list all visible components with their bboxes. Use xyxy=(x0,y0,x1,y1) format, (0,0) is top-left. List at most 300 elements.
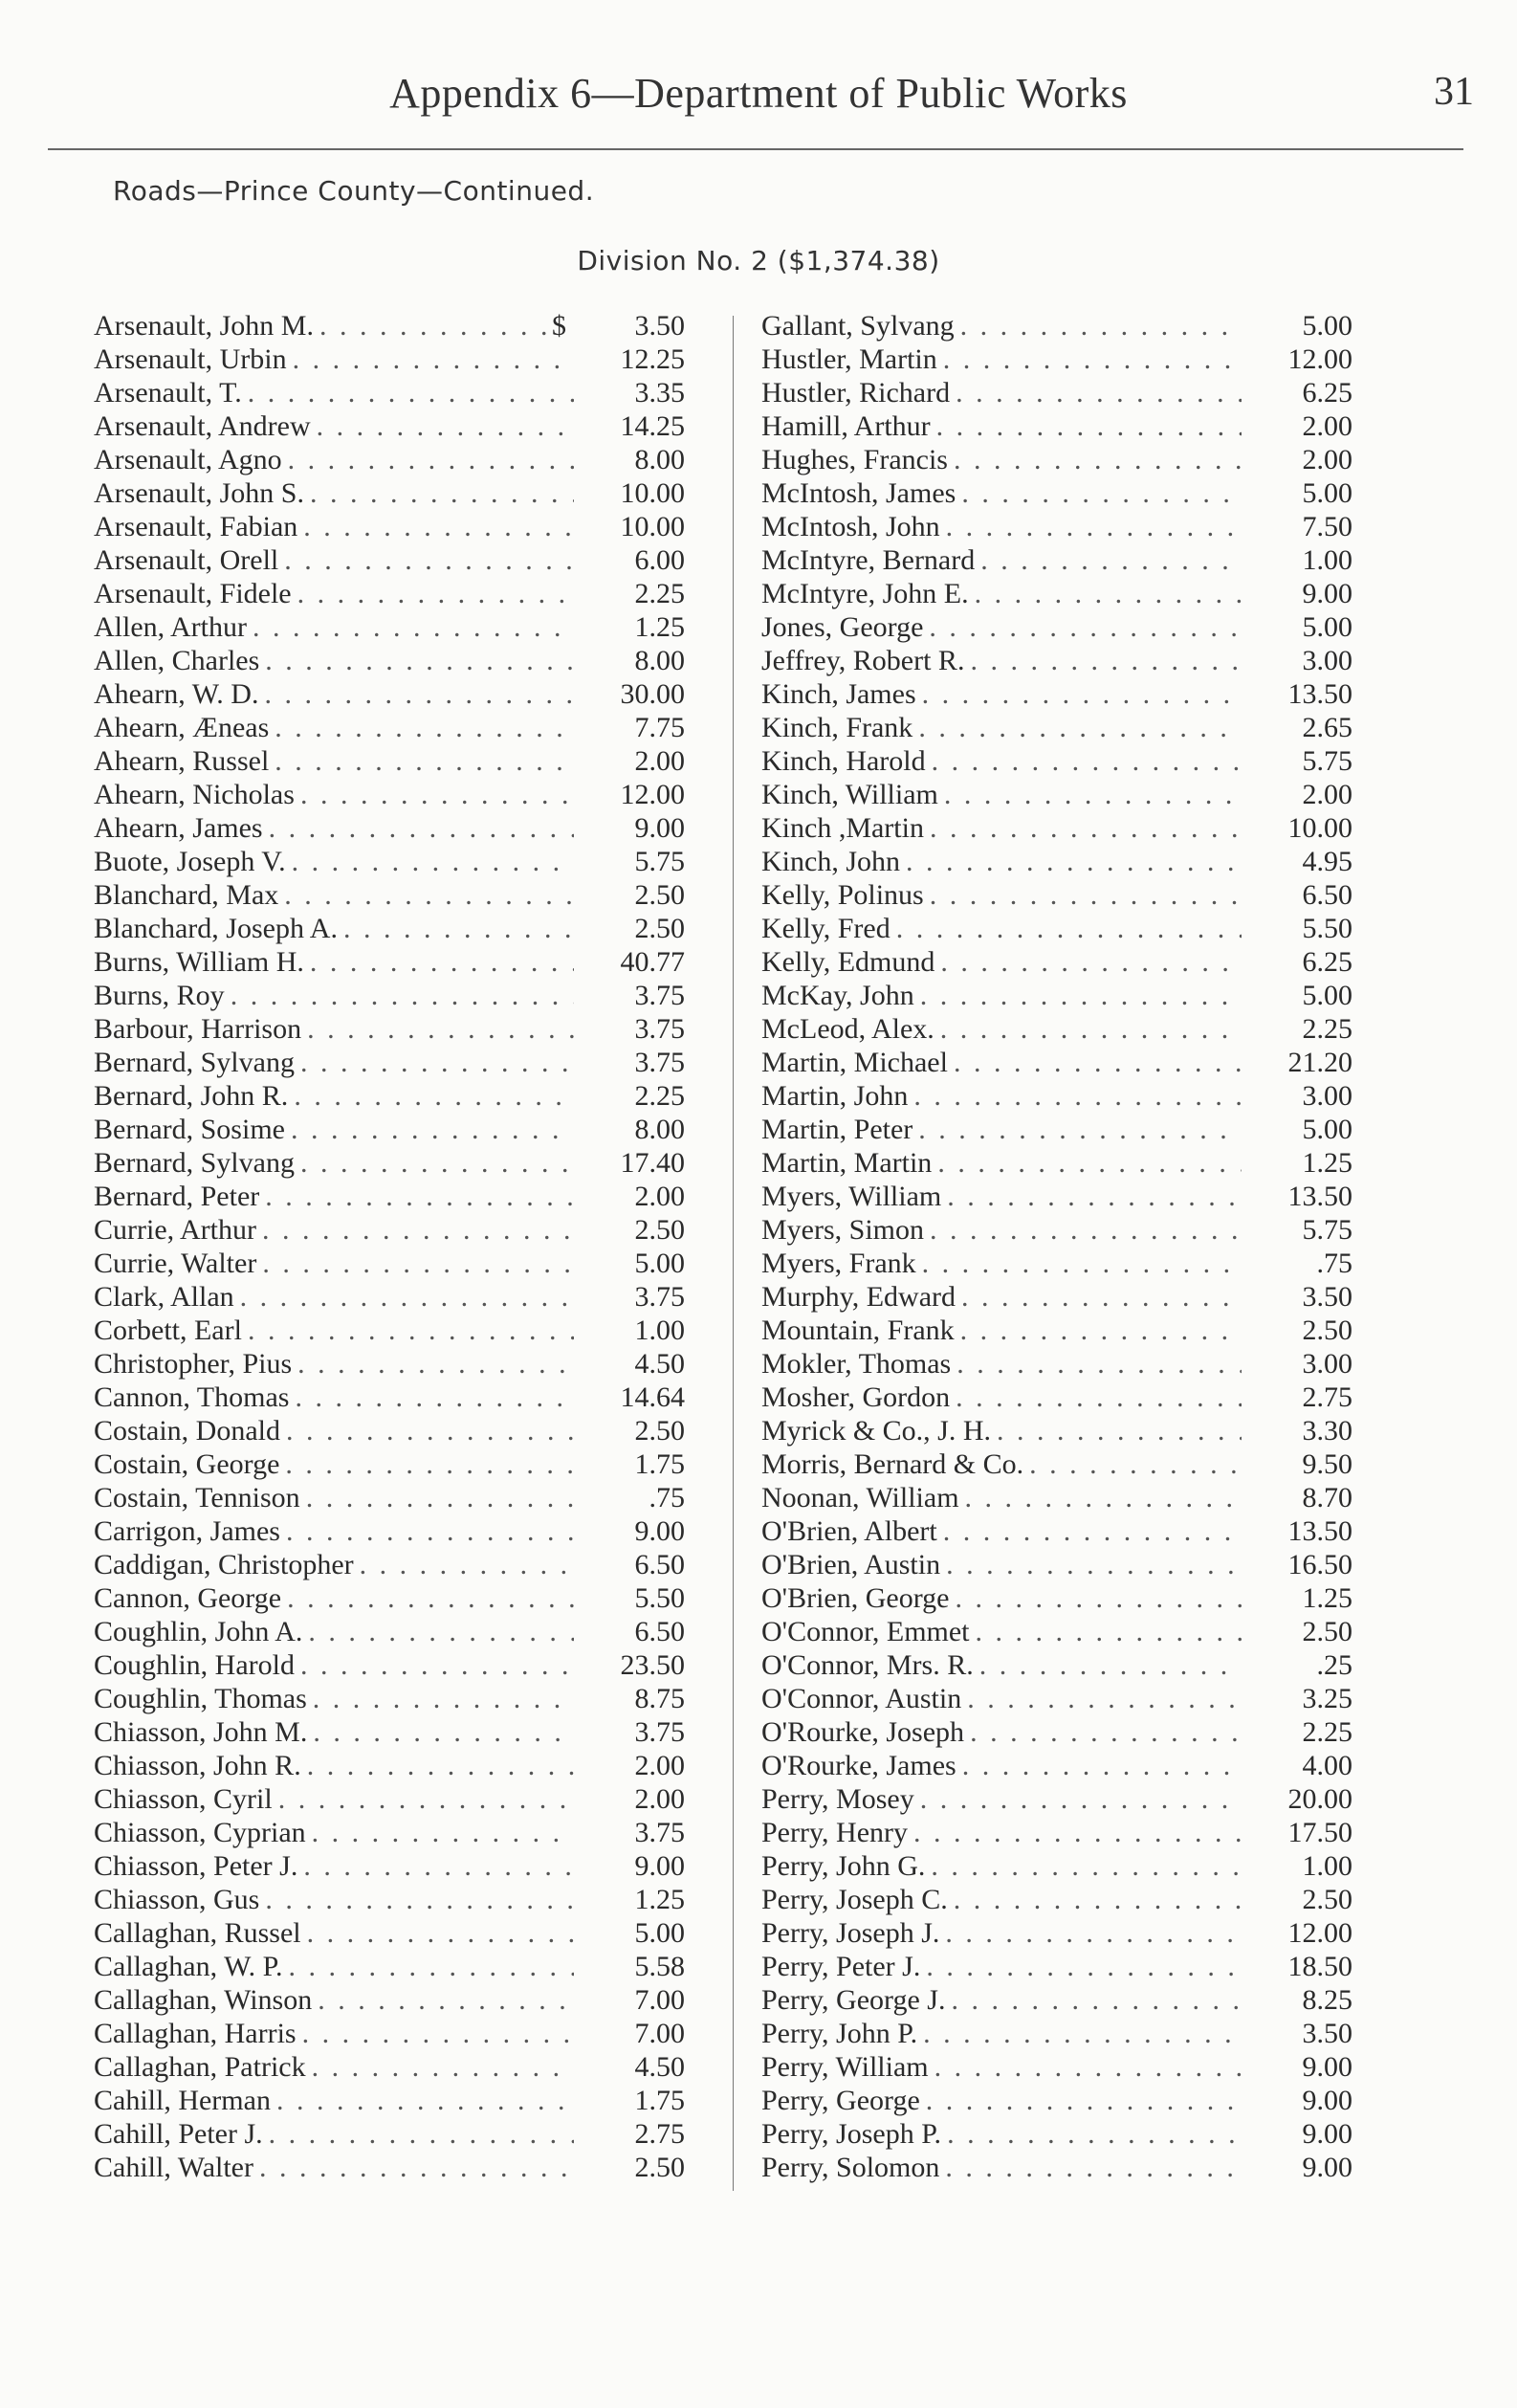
payee-name: O'Rourke, James xyxy=(761,1750,956,1781)
payee-name: O'Brien, George xyxy=(761,1582,950,1614)
payee-name: Hustler, Martin xyxy=(761,343,937,375)
list-item xyxy=(761,1447,1352,1481)
list-item xyxy=(94,711,685,744)
leader-dots xyxy=(286,1414,574,1447)
payment-amount: 40.77 xyxy=(620,946,685,978)
payee-name: Callaghan, W. P. xyxy=(94,1951,283,1982)
leader-dots xyxy=(960,309,1242,342)
payment-amount: 9.00 xyxy=(1302,2051,1352,2083)
payee-name: Chiasson, John R. xyxy=(94,1750,301,1781)
payee-name: Arsenault, Orell xyxy=(94,544,279,576)
payment-amount: 3.75 xyxy=(634,1817,685,1848)
leader-dots xyxy=(956,1347,1242,1381)
leader-dots xyxy=(926,1950,1242,1983)
payment-amount: 3.30 xyxy=(1302,1415,1352,1447)
payee-name: McIntosh, James xyxy=(761,477,956,509)
list-item xyxy=(94,342,685,376)
leader-dots xyxy=(945,2151,1242,2184)
list-item xyxy=(94,1180,685,1213)
leader-dots xyxy=(278,1782,574,1816)
payment-amount: 5.00 xyxy=(634,1248,685,1279)
payment-amount: 2.00 xyxy=(1302,779,1352,810)
list-item xyxy=(761,1983,1352,2017)
payment-amount: 12.00 xyxy=(1287,1917,1352,1949)
list-item xyxy=(761,912,1352,945)
payment-amount: 1.25 xyxy=(1302,1582,1352,1614)
leader-dots xyxy=(264,677,574,711)
payment-amount: 5.00 xyxy=(634,1917,685,1949)
list-item xyxy=(94,1950,685,1983)
payment-amount: 5.00 xyxy=(1302,1114,1352,1145)
payee-name: McIntyre, John E. xyxy=(761,578,969,609)
payee-name: Noonan, William xyxy=(761,1482,959,1513)
list-item xyxy=(94,543,685,577)
list-item xyxy=(94,610,685,644)
list-item xyxy=(761,1280,1352,1314)
payment-amount: 2.50 xyxy=(1302,1314,1352,1346)
leader-dots xyxy=(259,2151,574,2184)
payment-amount: 4.95 xyxy=(1302,846,1352,877)
payee-name: Blanchard, Max xyxy=(94,879,279,911)
payment-amount: 3.25 xyxy=(1302,1683,1352,1714)
payee-name: Mountain, Frank xyxy=(761,1314,955,1346)
payee-name: Currie, Walter xyxy=(94,1248,257,1279)
payment-amount: 6.25 xyxy=(1302,946,1352,978)
list-item xyxy=(94,778,685,811)
leader-dots xyxy=(951,1983,1242,2017)
list-item xyxy=(761,677,1352,711)
leader-dots xyxy=(922,677,1242,711)
leader-dots xyxy=(302,2017,574,2050)
page-header xyxy=(0,69,1517,136)
leader-dots xyxy=(307,1749,574,1782)
leader-dots xyxy=(288,443,574,476)
list-item xyxy=(761,1682,1352,1715)
list-item xyxy=(761,1347,1352,1381)
list-item xyxy=(94,2017,685,2050)
leader-dots xyxy=(940,1012,1242,1046)
payee-name: Arsenault, Fabian xyxy=(94,511,298,542)
list-item xyxy=(761,878,1352,912)
list-item xyxy=(761,1581,1352,1615)
payee-name: Corbett, Earl xyxy=(94,1314,242,1346)
payee-name: Barbour, Harrison xyxy=(94,1013,302,1045)
payment-amount: 17.40 xyxy=(620,1147,685,1179)
list-item xyxy=(94,644,685,677)
list-item xyxy=(761,1180,1352,1213)
payment-amount: 3.50 xyxy=(634,310,685,342)
payee-name: Bernard, Sosime xyxy=(94,1114,285,1145)
list-item xyxy=(94,1314,685,1347)
leader-dots xyxy=(300,778,574,811)
payee-name: Callaghan, Harris xyxy=(94,2018,297,2049)
list-item xyxy=(94,1648,685,1682)
list-item xyxy=(94,2084,685,2117)
payee-name: Caddigan, Christopher xyxy=(94,1549,354,1580)
payment-amount: 8.25 xyxy=(1302,1984,1352,2016)
currency-symbol: $ xyxy=(552,310,566,342)
leader-dots xyxy=(961,476,1242,510)
leader-dots xyxy=(294,1079,574,1113)
leader-dots xyxy=(965,1481,1242,1514)
page-title: Appendix 6—Department of Public Works xyxy=(389,70,1128,117)
list-item xyxy=(94,811,685,845)
list-item xyxy=(761,476,1352,510)
list-item xyxy=(761,1715,1352,1749)
payee-name: Gallant, Sylvang xyxy=(761,310,955,342)
payee-name: Murphy, Edward xyxy=(761,1281,956,1313)
payment-amount: 5.00 xyxy=(1302,611,1352,643)
payment-amount: 7.50 xyxy=(1302,511,1352,542)
payee-name: O'Rourke, Joseph xyxy=(761,1716,965,1748)
leader-dots xyxy=(317,409,574,443)
payment-amount: 2.50 xyxy=(634,1415,685,1447)
list-item xyxy=(94,1414,685,1447)
list-item xyxy=(761,376,1352,409)
payment-amount: 16.50 xyxy=(1287,1549,1352,1580)
payment-amount: 9.00 xyxy=(1302,2152,1352,2183)
payment-amount: 6.50 xyxy=(1302,879,1352,911)
payee-name: Perry, George xyxy=(761,2085,920,2116)
leader-dots xyxy=(300,1648,574,1682)
list-item xyxy=(761,2151,1352,2184)
leader-dots xyxy=(932,744,1242,778)
payment-amount: 9.00 xyxy=(634,1850,685,1882)
payment-amount: 8.75 xyxy=(634,1683,685,1714)
payee-name: Perry, Peter J. xyxy=(761,1951,921,1982)
payee-name: Martin, Peter xyxy=(761,1114,913,1145)
leader-dots xyxy=(918,1113,1242,1146)
list-item xyxy=(94,1146,685,1180)
leader-dots xyxy=(300,1046,574,1079)
list-item xyxy=(761,510,1352,543)
payment-amount: 2.00 xyxy=(634,745,685,777)
list-item xyxy=(761,811,1352,845)
leader-dots xyxy=(276,2084,574,2117)
list-item xyxy=(761,1213,1352,1247)
list-item xyxy=(94,1280,685,1314)
leader-dots xyxy=(312,2050,574,2084)
list-item xyxy=(761,945,1352,979)
leader-dots xyxy=(930,811,1242,845)
payee-name: Costain, George xyxy=(94,1448,280,1480)
leader-dots xyxy=(265,644,574,677)
payee-name: Perry, Solomon xyxy=(761,2152,940,2183)
payee-name: Chiasson, Gus xyxy=(94,1884,260,1915)
payment-amount: 5.00 xyxy=(1302,477,1352,509)
payment-amount: 2.50 xyxy=(1302,1616,1352,1647)
payee-name: Perry, William xyxy=(761,2051,929,2083)
payment-amount: 7.00 xyxy=(634,1984,685,2016)
list-item xyxy=(761,1816,1352,1849)
payee-name: Bernard, John R. xyxy=(94,1080,289,1112)
leader-dots xyxy=(297,1347,574,1381)
list-item xyxy=(761,1113,1352,1146)
payment-amount: 4.00 xyxy=(1302,1750,1352,1781)
payment-amount: 2.25 xyxy=(1302,1716,1352,1748)
leader-dots xyxy=(954,1883,1242,1916)
payment-amount: 17.50 xyxy=(1287,1817,1352,1848)
leader-dots xyxy=(918,711,1242,744)
list-item xyxy=(94,1883,685,1916)
leader-dots xyxy=(295,1381,574,1414)
list-item xyxy=(94,845,685,878)
leader-dots xyxy=(976,1615,1242,1648)
payee-name: Perry, Joseph C. xyxy=(761,1884,948,1915)
payee-name: Bernard, Sylvang xyxy=(94,1147,295,1179)
leader-dots xyxy=(275,744,574,778)
leader-dots xyxy=(937,1146,1242,1180)
leader-dots xyxy=(284,543,574,577)
leader-dots xyxy=(956,376,1242,409)
payment-amount: .75 xyxy=(1316,1248,1352,1279)
payment-amount: 12.00 xyxy=(1287,343,1352,375)
list-item xyxy=(761,2117,1352,2151)
right-column xyxy=(761,309,1352,2184)
payee-name: Perry, John G. xyxy=(761,1850,926,1882)
payment-amount: 2.50 xyxy=(634,1214,685,1246)
leader-dots xyxy=(248,1314,574,1347)
payment-amount: 3.75 xyxy=(634,1281,685,1313)
payment-amount: 3.00 xyxy=(1302,645,1352,676)
payee-name: Myrick & Co., J. H. xyxy=(761,1415,991,1447)
division-heading: Division No. 2 ($1,374.38) xyxy=(577,245,940,276)
leader-dots xyxy=(285,1447,574,1481)
payment-amount: 13.50 xyxy=(1287,1181,1352,1212)
list-item xyxy=(94,1682,685,1715)
payment-amount: 2.50 xyxy=(634,879,685,911)
payee-name: O'Brien, Albert xyxy=(761,1515,937,1547)
leader-dots xyxy=(929,610,1242,644)
list-item xyxy=(94,979,685,1012)
list-item xyxy=(761,1615,1352,1648)
list-item xyxy=(761,2017,1352,2050)
payment-amount: 2.50 xyxy=(1302,1884,1352,1915)
leader-dots xyxy=(979,1648,1242,1682)
payment-amount: 9.00 xyxy=(1302,2085,1352,2116)
payment-amount: 3.50 xyxy=(1302,2018,1352,2049)
payment-amount: 1.25 xyxy=(634,1884,685,1915)
payment-amount: .25 xyxy=(1316,1649,1352,1681)
payment-amount: 20.00 xyxy=(1287,1783,1352,1815)
payee-name: Mosher, Gordon xyxy=(761,1381,951,1413)
list-item xyxy=(761,1514,1352,1548)
payee-name: Callaghan, Winson xyxy=(94,1984,313,2016)
payee-name: O'Connor, Mrs. R. xyxy=(761,1649,974,1681)
leader-dots xyxy=(303,1849,574,1883)
payment-amount: 10.00 xyxy=(620,511,685,542)
list-item xyxy=(94,2117,685,2151)
payee-name: Arsenault, Andrew xyxy=(94,410,311,442)
leader-dots xyxy=(975,577,1242,610)
list-item xyxy=(761,443,1352,476)
payment-amount: 2.00 xyxy=(634,1181,685,1212)
list-item xyxy=(761,1548,1352,1581)
leader-dots xyxy=(962,1749,1242,1782)
list-item xyxy=(761,610,1352,644)
leader-dots xyxy=(946,1548,1242,1581)
payment-amount: 1.25 xyxy=(634,611,685,643)
payee-name: Cahill, Herman xyxy=(94,2085,271,2116)
payee-name: Christopher, Pius xyxy=(94,1348,293,1380)
payment-amount: 2.00 xyxy=(634,1783,685,1815)
payee-name: Allen, Arthur xyxy=(94,611,247,643)
list-item xyxy=(94,945,685,979)
leader-dots xyxy=(253,610,574,644)
list-item xyxy=(761,2084,1352,2117)
payment-amount: 10.00 xyxy=(620,477,685,509)
list-item xyxy=(94,376,685,409)
payee-name: Kinch ,Martin xyxy=(761,812,924,844)
list-item xyxy=(761,1883,1352,1916)
payment-amount: 3.00 xyxy=(1302,1080,1352,1112)
leader-dots xyxy=(947,1180,1242,1213)
payment-amount: 2.50 xyxy=(634,2152,685,2183)
leader-dots xyxy=(343,912,574,945)
payee-name: Jones, George xyxy=(761,611,924,643)
payment-amount: 6.50 xyxy=(634,1549,685,1580)
list-item xyxy=(761,845,1352,878)
payment-amount: 21.20 xyxy=(1287,1047,1352,1078)
payment-amount: 5.50 xyxy=(1302,913,1352,944)
payee-name: O'Connor, Emmet xyxy=(761,1616,970,1647)
payee-name: Chiasson, Cyprian xyxy=(94,1817,306,1848)
leader-dots xyxy=(275,711,574,744)
payment-amount: 2.50 xyxy=(634,913,685,944)
leader-dots xyxy=(943,1514,1242,1548)
leader-dots xyxy=(946,510,1242,543)
list-item xyxy=(94,1012,685,1046)
payee-name: Callaghan, Russel xyxy=(94,1917,301,1949)
list-item xyxy=(761,1481,1352,1514)
leader-dots xyxy=(308,1615,574,1648)
list-item xyxy=(94,1849,685,1883)
payee-name: Myers, Frank xyxy=(761,1248,916,1279)
payment-amount: 2.25 xyxy=(634,1080,685,1112)
leader-dots xyxy=(262,1213,574,1247)
payee-name: Kinch, John xyxy=(761,846,900,877)
payee-name: Martin, Martin xyxy=(761,1147,933,1179)
payee-name: Coughlin, John A. xyxy=(94,1616,303,1647)
payee-name: Ahearn, Nicholas xyxy=(94,779,295,810)
list-item xyxy=(94,1983,685,2017)
payee-name: Perry, George J. xyxy=(761,1984,946,2016)
payee-name: Burns, William H. xyxy=(94,946,304,978)
payee-name: Jeffrey, Robert R. xyxy=(761,645,965,676)
payment-amount: 1.75 xyxy=(634,2085,685,2116)
leader-dots xyxy=(306,1481,574,1514)
payee-name: Kinch, William xyxy=(761,779,938,810)
list-item xyxy=(761,711,1352,744)
payment-amount: 9.00 xyxy=(634,1515,685,1547)
payee-name: Chiasson, Peter J. xyxy=(94,1850,298,1882)
payment-amount: 4.50 xyxy=(634,1348,685,1380)
list-item xyxy=(761,1146,1352,1180)
leader-dots xyxy=(931,1849,1242,1883)
payee-name: Currie, Arthur xyxy=(94,1214,256,1246)
list-item xyxy=(761,409,1352,443)
leader-dots xyxy=(286,1514,574,1548)
payment-amount: 6.50 xyxy=(634,1616,685,1647)
leader-dots xyxy=(954,443,1242,476)
payee-name: McIntyre, Bernard xyxy=(761,544,976,576)
page-number: 31 xyxy=(1434,70,1474,114)
leader-dots xyxy=(303,510,574,543)
leader-dots xyxy=(265,1180,574,1213)
payee-name: Chiasson, John M. xyxy=(94,1716,308,1748)
list-item xyxy=(94,2151,685,2184)
leader-dots xyxy=(269,2117,574,2151)
list-item xyxy=(94,1381,685,1414)
leader-dots xyxy=(947,2117,1242,2151)
leader-dots xyxy=(1029,1447,1242,1481)
leader-dots xyxy=(940,945,1242,979)
payment-amount: 12.00 xyxy=(620,779,685,810)
payment-amount: 12.25 xyxy=(620,343,685,375)
leader-dots xyxy=(310,945,574,979)
leader-dots xyxy=(318,1983,574,2017)
list-item xyxy=(761,744,1352,778)
leader-dots xyxy=(922,1247,1242,1280)
leader-dots xyxy=(906,845,1242,878)
leader-dots xyxy=(955,1581,1242,1615)
leader-dots xyxy=(293,342,574,376)
list-item xyxy=(761,1012,1352,1046)
payment-amount: 1.25 xyxy=(1302,1147,1352,1179)
leader-dots xyxy=(970,644,1242,677)
section-subtitle: Roads—Prince County—Continued. xyxy=(113,175,595,207)
payee-name: Arsenault, John S. xyxy=(94,477,304,509)
list-item xyxy=(761,1079,1352,1113)
list-item xyxy=(94,1581,685,1615)
leader-dots xyxy=(944,778,1242,811)
payment-amount: 1.00 xyxy=(634,1314,685,1346)
payment-amount: 30.00 xyxy=(620,678,685,710)
payment-amount: 10.00 xyxy=(1287,812,1352,844)
payee-name: Morris, Bernard & Co. xyxy=(761,1448,1024,1480)
payee-name: Perry, Joseph J. xyxy=(761,1917,940,1949)
leader-dots xyxy=(943,342,1242,376)
payment-amount: 9.50 xyxy=(1302,1448,1352,1480)
payment-amount: 3.35 xyxy=(634,377,685,409)
payee-name: Perry, John P. xyxy=(761,2018,918,2049)
payee-name: Hamill, Arthur xyxy=(761,410,931,442)
leader-dots xyxy=(297,577,574,610)
payment-amount: .75 xyxy=(649,1482,685,1513)
payee-name: Arsenault, Urbin xyxy=(94,343,287,375)
list-item xyxy=(94,1715,685,1749)
payee-name: Allen, Charles xyxy=(94,645,260,676)
payee-name: Arsenault, T. xyxy=(94,377,242,409)
leader-dots xyxy=(945,1916,1242,1950)
payee-name: Kelly, Polinus xyxy=(761,879,924,911)
payment-amount: 3.75 xyxy=(634,1047,685,1078)
payee-name: Perry, Henry xyxy=(761,1817,909,1848)
list-item xyxy=(761,309,1352,342)
payment-amount: 3.75 xyxy=(634,980,685,1011)
payment-amount: 1.00 xyxy=(1302,544,1352,576)
payee-name: Ahearn, Æneas xyxy=(94,712,270,743)
payee-name: Arsenault, Agno xyxy=(94,444,282,475)
leader-dots xyxy=(954,1046,1242,1079)
list-item xyxy=(94,677,685,711)
payment-amount: 4.50 xyxy=(634,2051,685,2083)
leader-dots xyxy=(956,1381,1242,1414)
payee-name: Myers, Simon xyxy=(761,1214,925,1246)
payee-name: Coughlin, Thomas xyxy=(94,1683,307,1714)
payee-name: Myers, William xyxy=(761,1181,942,1212)
payment-amount: 5.75 xyxy=(1302,1214,1352,1246)
